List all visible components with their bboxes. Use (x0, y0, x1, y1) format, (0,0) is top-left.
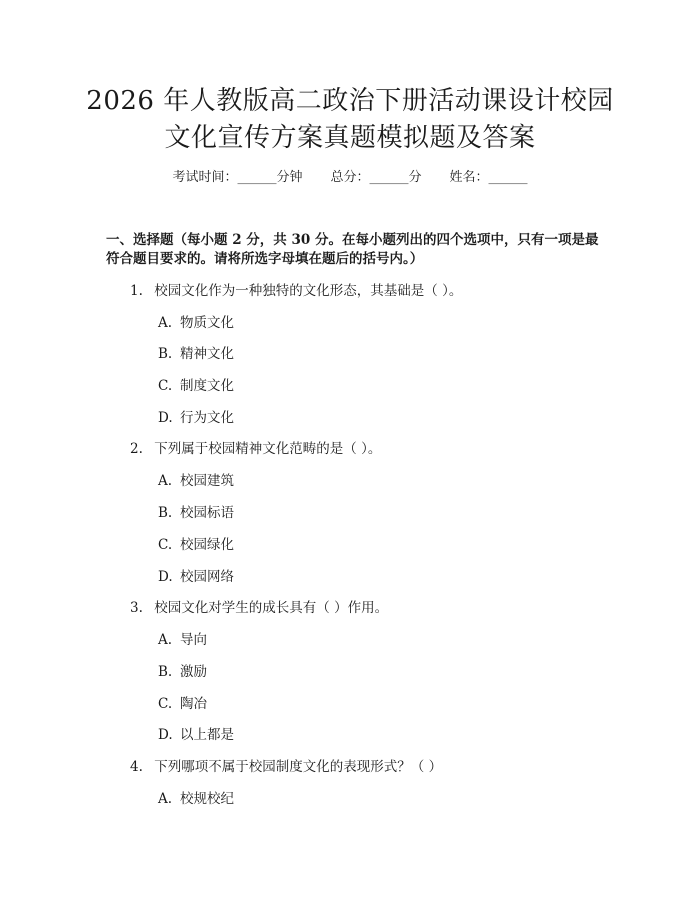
option-text: 以上都是 (180, 727, 234, 743)
option-text: 校园绿化 (180, 537, 234, 553)
option-3c (158, 694, 207, 714)
option-2a (158, 471, 234, 491)
document-title-line2: 文化宣传方案真题模拟题及答案 (164, 123, 536, 153)
option-3b (158, 662, 207, 682)
option-text: 物质文化 (180, 315, 234, 331)
option-3d (158, 725, 234, 745)
option-text: 校园建筑 (180, 473, 234, 489)
option-letter: B. (158, 505, 173, 521)
exam-score-label: 总分： (330, 170, 370, 185)
option-text: 精神文化 (180, 346, 234, 362)
exam-name-blank: ______ (488, 170, 528, 185)
exam-info (0, 168, 700, 188)
option-text: 制度文化 (180, 378, 234, 394)
option-text: 行为文化 (180, 410, 234, 426)
option-letter: A. (158, 632, 173, 648)
option-letter: A. (158, 315, 173, 331)
section-heading-line1: 一、选择题（每小题 2 分，共 30 分。在每小题列出的四个选项中，只有一项是最 (106, 232, 599, 248)
option-text: 校规校纪 (180, 791, 234, 807)
option-1d (158, 408, 234, 428)
exam-time-label: 考试时间： (172, 170, 238, 185)
option-4a (158, 789, 234, 809)
document-title-line1: 2026 年人教版高二政治下册活动课设计校园 (86, 86, 614, 116)
option-text: 陶冶 (180, 696, 207, 712)
option-letter: C. (158, 378, 173, 394)
question-3 (130, 598, 388, 618)
question-text: 校园文化作为一种独特的文化形态，其基础是（ ）。 (154, 283, 463, 299)
option-text: 校园标语 (180, 505, 234, 521)
option-letter: D. (158, 569, 173, 585)
option-text: 导向 (180, 632, 207, 648)
exam-score-blank: ______ (369, 170, 409, 185)
question-text: 下列哪项不属于校园制度文化的表现形式？（ ） (154, 759, 443, 775)
option-2b (158, 503, 234, 523)
question-number: 4. (130, 759, 143, 775)
exam-time-blank: ______ (237, 170, 277, 185)
section-heading-line2: 符合题目要求的。请将所选字母填在题后的括号内。） (106, 251, 424, 267)
option-letter: B. (158, 664, 173, 680)
exam-score-unit: 分 (408, 170, 422, 185)
option-letter: C. (158, 537, 173, 553)
question-2 (130, 439, 381, 459)
question-text: 下列属于校园精神文化范畴的是（ ）。 (154, 441, 382, 457)
option-1b (158, 344, 234, 364)
exam-time-unit: 分钟 (276, 170, 303, 185)
option-1a (158, 313, 234, 333)
option-2d (158, 567, 234, 587)
option-letter: A. (158, 473, 173, 489)
question-1 (130, 281, 462, 301)
question-4 (130, 757, 442, 777)
question-number: 1. (130, 283, 143, 299)
option-2c (158, 535, 234, 555)
option-letter: D. (158, 410, 173, 426)
option-1c (158, 376, 234, 396)
option-letter: D. (158, 727, 173, 743)
option-letter: B. (158, 346, 173, 362)
question-number: 2. (130, 441, 143, 457)
exam-name-label: 姓名： (449, 170, 489, 185)
option-3a (158, 630, 207, 650)
question-text: 校园文化对学生的成长具有（ ）作用。 (154, 600, 389, 616)
question-number: 3. (130, 600, 143, 616)
option-letter: C. (158, 696, 173, 712)
option-text: 激励 (180, 664, 207, 680)
option-text: 校园网络 (180, 569, 234, 585)
option-letter: A. (158, 791, 173, 807)
